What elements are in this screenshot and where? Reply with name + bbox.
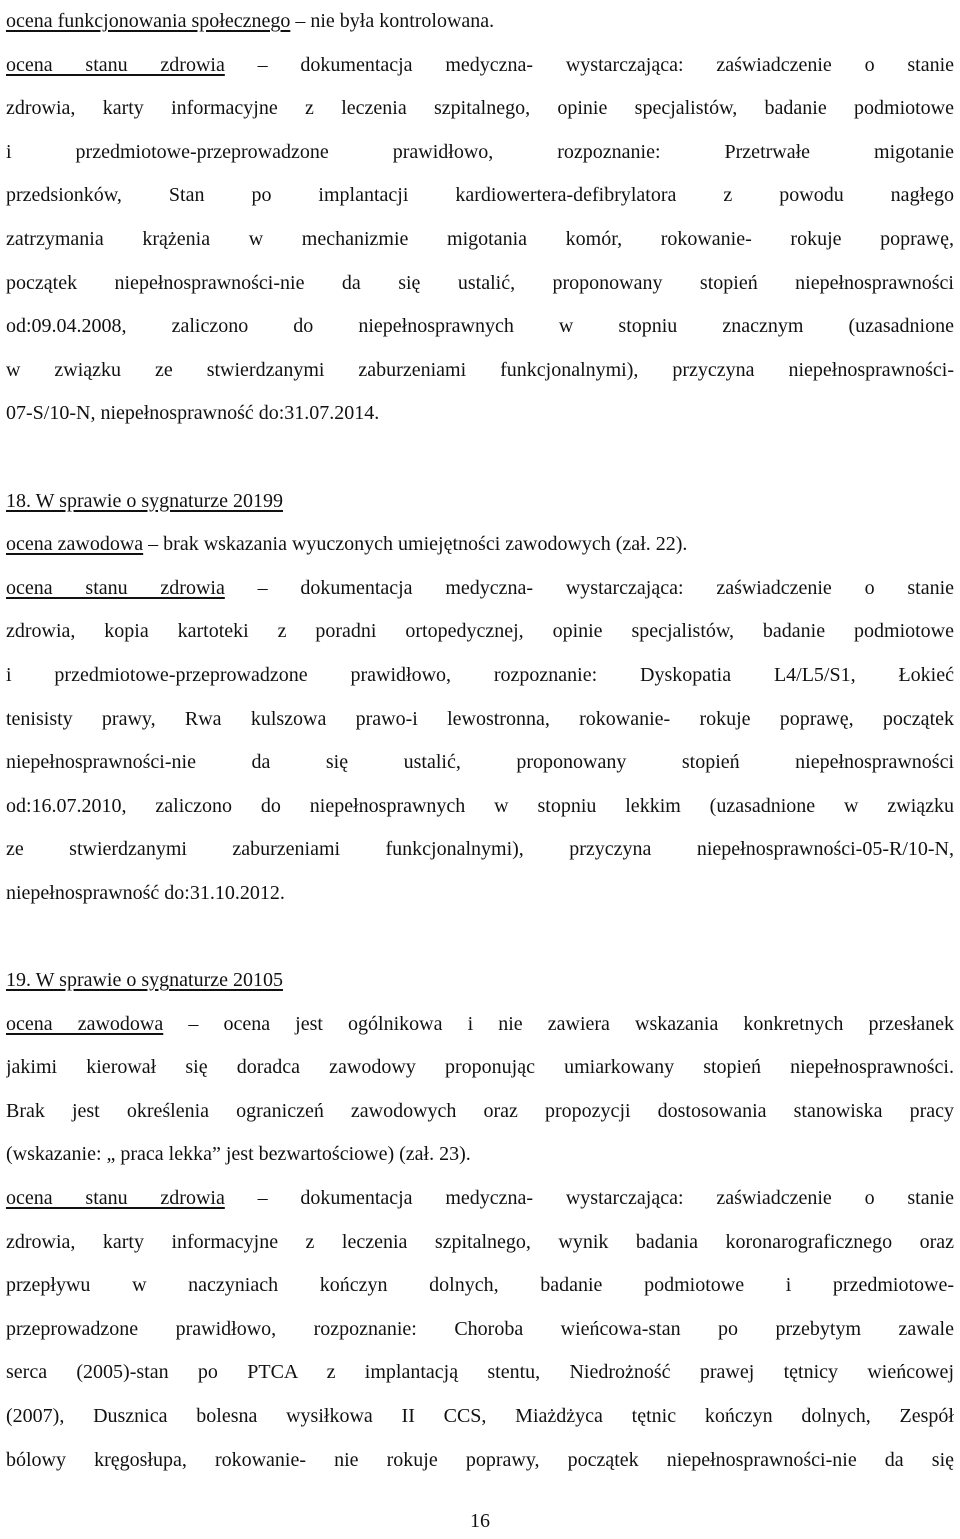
text-line: zdrowia, karty informacyjne z leczenia szpitalnego, wynik badania koronarograficznego oraz xyxy=(6,1230,954,1253)
text-line: 07-S/10-N, niepełnosprawność do:31.07.2014. xyxy=(6,402,380,425)
text-line: przedsionków, Stan po implantacji kardiowertera-defibrylatora z powodu nagłego xyxy=(6,184,954,207)
text-line: jakimi kierował się doradca zawodowy proponując umiarkowany stopień niepełnosprawności. xyxy=(6,1056,954,1079)
underlined-label: ocena zawodowa xyxy=(6,533,144,556)
text-line: serca (2005)-stan po PTCA z implantacją stentu, Niedrożność prawej tętnicy wieńcowej xyxy=(6,1361,954,1384)
underlined-label: ocena funkcjonowania społecznego xyxy=(6,10,291,32)
text-line: ze stwierdzanymi zaburzeniami funkcjonalnymi), przyczyna niepełnosprawności-05-R/10-N, xyxy=(6,838,954,861)
text-line: i przedmiotowe-przeprowadzone prawidłowo, rozpoznanie: Dyskopatia L4/L5/S1, Łokieć xyxy=(6,663,954,686)
section-heading: 18. W sprawie o sygnaturze 20199 xyxy=(6,489,283,512)
text-line: tenisisty prawy, Rwa kulszowa prawo-i lewostronna, rokowanie- rokuje poprawę, początek xyxy=(6,707,954,730)
underlined-label: ocena zawodowa xyxy=(6,1012,164,1035)
paragraph-gap xyxy=(6,436,954,480)
underlined-label: ocena stanu zdrowia xyxy=(6,576,225,599)
underlined-label: ocena stanu zdrowia xyxy=(6,53,225,76)
text-line: od:09.04.2008, zaliczono do niepełnosprawnych w stopniu znacznym (uzasadnione xyxy=(6,315,954,338)
text-line: (2007), Dusznica bolesna wysiłkowa II CCS, Miażdżyca tętnic kończyn dolnych, Zespół xyxy=(6,1405,954,1427)
text-line: ocena funkcjonowania społecznego – nie była kontrolowana. xyxy=(6,10,495,32)
text-line: ocena zawodowa – ocena jest ogólnikowa i nie zawiera wskazania konkretnych przesłanek xyxy=(6,1012,954,1035)
text-line: zdrowia, karty informacyjne z leczenia szpitalnego, opinie specjalistów, badanie podmiotowe xyxy=(6,97,954,120)
document-page xyxy=(6,0,954,1482)
text-line: (wskazanie: „ praca lekka” jest bezwartościowe) (zał. 23). xyxy=(6,1143,471,1166)
text-line: i przedmiotowe-przeprowadzone prawidłowo, rozpoznanie: Przetrwałe migotanie xyxy=(6,140,954,163)
text-line: zdrowia, kopia kartoteki z poradni ortopedycznej, opinie specjalistów, badanie podmiotowe xyxy=(6,620,954,643)
text-line: początek niepełnosprawności-nie da się ustalić, proponowany stopień niepełnosprawności xyxy=(6,271,954,294)
text-line: ocena stanu zdrowia – dokumentacja medyczna- wystarczająca: zaświadczenie o stanie xyxy=(6,1187,954,1210)
section-heading: 19. W sprawie o sygnaturze 20105 xyxy=(6,969,283,992)
text-line: przepływu w naczyniach kończyn dolnych, badanie podmiotowe i przedmiotowe- xyxy=(6,1274,954,1297)
text-line: ocena zawodowa – brak wskazania wyuczonych umiejętności zawodowych (zał. 22). xyxy=(6,533,688,556)
paragraph-gap xyxy=(6,915,954,959)
text-line: zatrzymania krążenia w mechanizmie migotania komór, rokowanie- rokuje poprawę, xyxy=(6,227,954,250)
text-line: bólowy kręgosłupa, rokowanie- nie rokuje poprawy, początek niepełnosprawności-nie da się xyxy=(6,1448,954,1471)
text-line: w związku ze stwierdzanymi zaburzeniami funkcjonalnymi), przyczyna niepełnosprawności- xyxy=(6,358,954,381)
text-line: od:16.07.2010, zaliczono do niepełnosprawnych w stopniu lekkim (uzasadnione w związku xyxy=(6,794,954,817)
text-line: niepełnosprawności-nie da się ustalić, proponowany stopień niepełnosprawności xyxy=(6,751,954,774)
underlined-label: ocena stanu zdrowia xyxy=(6,1187,225,1210)
text-line: Brak jest określenia ograniczeń zawodowych oraz propozycji dostosowania stanowiska pracy xyxy=(6,1099,954,1122)
text-line: ocena stanu zdrowia – dokumentacja medyczna- wystarczająca: zaświadczenie o stanie xyxy=(6,53,954,76)
text-line: przeprowadzone prawidłowo, rozpoznanie: Choroba wieńcowa-stan po przebytym zawale xyxy=(6,1317,954,1340)
page-number: 16 xyxy=(470,1510,490,1532)
text-line: niepełnosprawność do:31.10.2012. xyxy=(6,881,285,904)
text-line: ocena stanu zdrowia – dokumentacja medyczna- wystarczająca: zaświadczenie o stanie xyxy=(6,576,954,599)
